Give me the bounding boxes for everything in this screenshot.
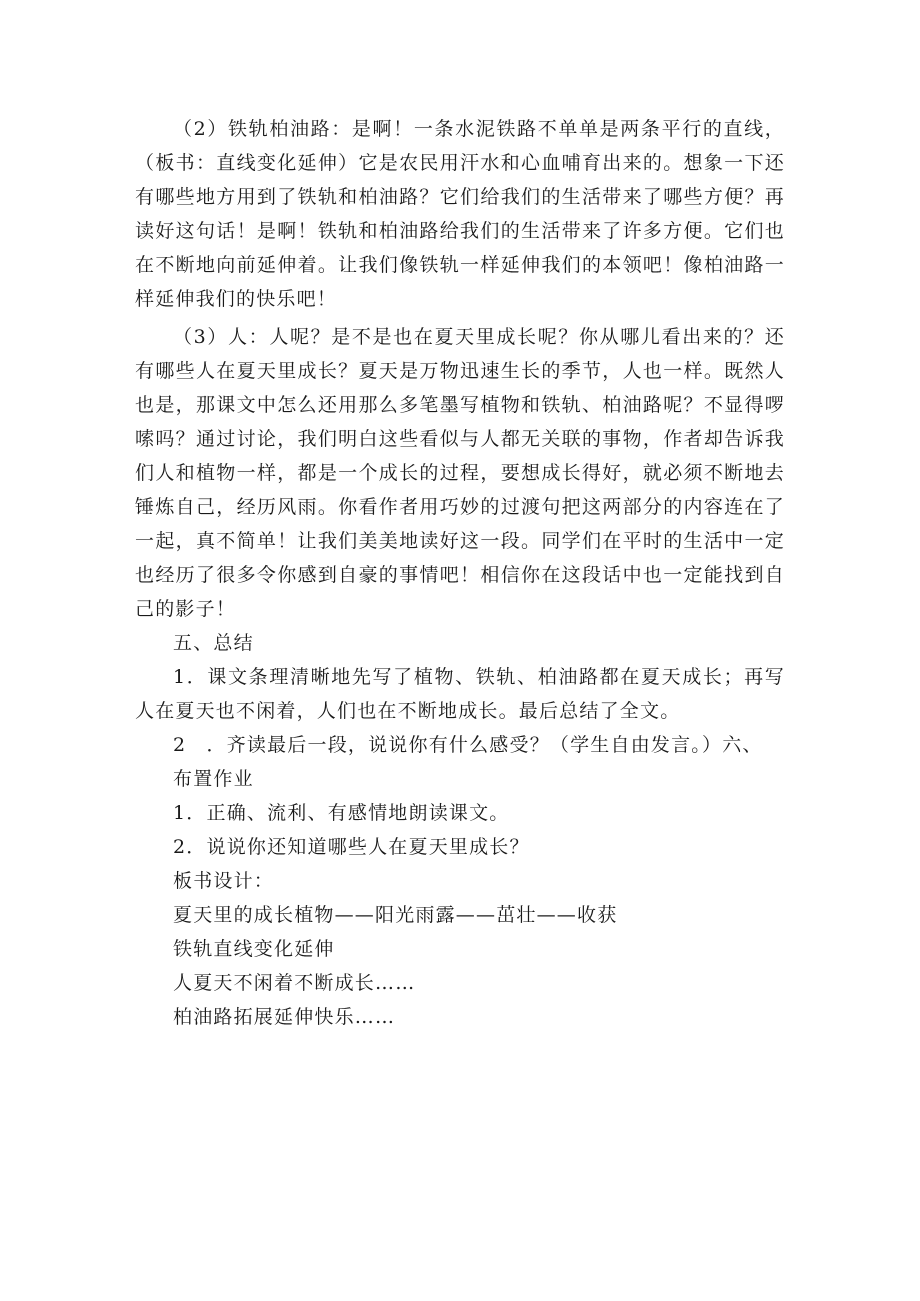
paragraph-people: （3）人：人呢？是不是也在夏天里成长呢？你从哪儿看出来的？还有哪些人在夏天里成长？夏天是万物迅速生长的季节，人也一样。既然人也是，那课文中怎么还用那么多笔墨写植物和铁轨、柏油路呢？不显得啰嗦吗？通过讨论，我们明白这些看似与人都无关联的事物，作者却告诉我们人和植物一样，都是一个成长的过程，要想成长得好，就必须不断地去锤炼自己，经历风雨。你看作者用巧妙的过渡句把这两部分的内容连在了一起，真不简单！让我们美美地读好这一段。同学们在平时的生活中一定也经历了很多令你感到自豪的事情吧！相信你在这段话中也一定能找到自己的影子！ xyxy=(135,326,785,620)
summary-item-2: 2 ．齐读最后一段，说说你有什么感受？（学生自由发言。）六、 xyxy=(173,734,763,756)
section-heading-homework: 布置作业 xyxy=(173,768,254,790)
homework-item-2: 2．说说你还知道哪些人在夏天里成长？ xyxy=(173,836,530,858)
paragraph-rail-road: （2）铁轨柏油路：是啊！一条水泥铁路不单单是两条平行的直线，（板书：直线变化延伸）它是农民用汗水和心血哺育出来的。想象一下还有哪些地方用到了铁轨和柏油路？它们给我们的生活带来了哪些方便？再读好这句话！是啊！铁轨和柏油路给我们的生活带来了许多方便。它们也在不断地向前延伸着。让我们像铁轨一样延伸我们的本领吧！像柏油路一样延伸我们的快乐吧！ xyxy=(135,118,785,310)
board-line-3: 人夏天不闲着不断成长…… xyxy=(173,972,416,994)
section-heading-summary: 五、总结 xyxy=(173,632,254,654)
summary-item-1: 1．课文条理清晰地先写了植物、铁轨、柏油路都在夏天成长；再写人在夏天也不闲着，人们也在不断地成长。最后总结了全文。 xyxy=(135,666,785,722)
board-line-1: 夏天里的成长植物——阳光雨露——茁壮——收获 xyxy=(173,904,618,926)
homework-item-1: 1．正确、流利、有感情地朗读课文。 xyxy=(173,802,510,824)
board-line-2: 铁轨直线变化延伸 xyxy=(173,938,335,960)
board-line-4: 柏油路拓展延伸快乐…… xyxy=(173,1006,396,1028)
board-design-heading: 板书设计： xyxy=(173,870,275,892)
